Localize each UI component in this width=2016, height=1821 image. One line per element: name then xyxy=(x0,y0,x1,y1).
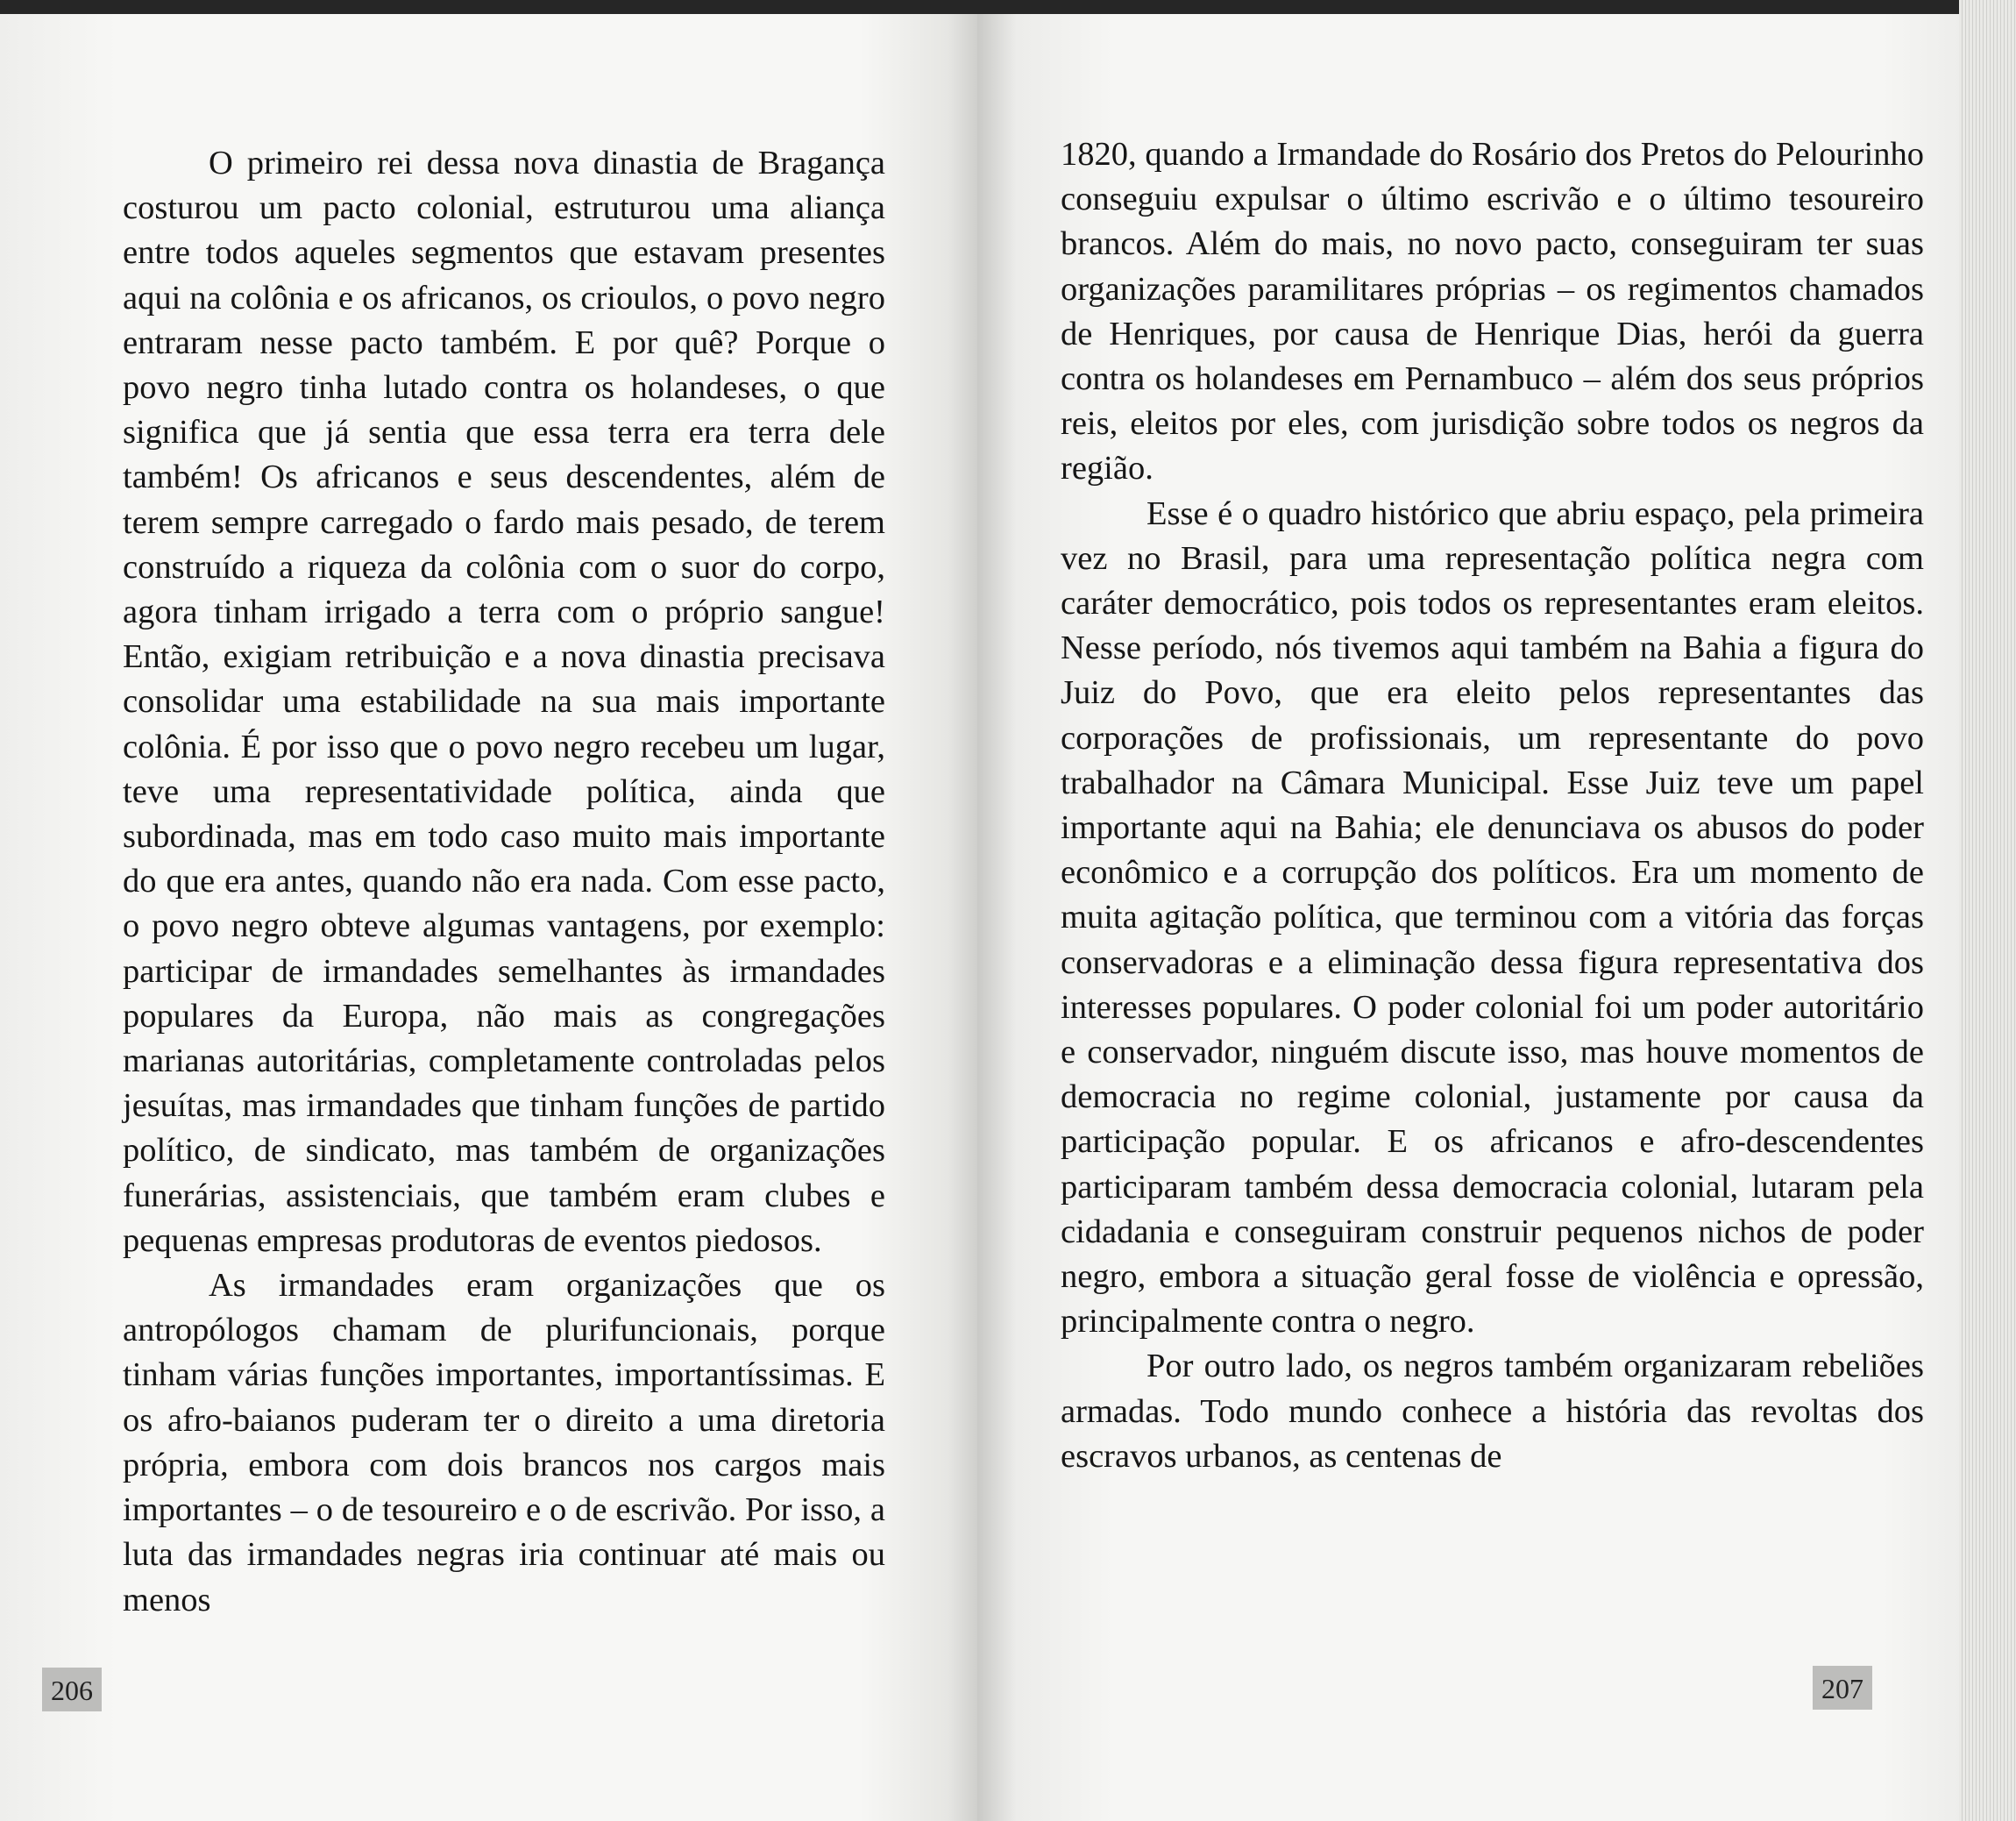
right-page xyxy=(977,14,1959,1821)
left-page-text xyxy=(123,141,885,1623)
left-paragraph-1: O primeiro rei dessa nova dinastia de Bragança costurou um pacto colonial, estruturou uma aliança entre todos aqueles segmentos que estavam presentes aqui na colônia e os africanos, os crioulos, o povo negro entraram nesse pacto também. E por quê? Porque o povo negro tinha lutado contra os holandeses, o que significa que já sentia que essa terra era terra dele também! Os africanos e seus descendentes, além de terem sempre carregado o fardo mais pesado, de terem construído a riqueza da colônia com o suor do corpo, agora tinham irrigado a terra com o próprio sangue! Então, exigiam retribuição e a nova dinastia precisava consolidar uma estabilidade na sua mais importante colônia. É por isso que o povo negro recebeu um lugar, teve uma representatividade política, ainda que subordinada, mas em todo caso muito mais importante do que era antes, quando não era nada. Com esse pacto, o povo negro obteve algumas vantagens, por exemplo: participar de irmandades semelhantes às irmandades populares da Europa, não mais as congregações marianas autoritárias, completamente controladas pelos jesuítas, mas irmandades que tinham funções de partido político, de sindicato, mas também de organizações funerárias, assistenciais, que também eram clubes e pequenas empresas produtoras de eventos piedosos. xyxy=(123,145,885,1259)
left-paragraph-2: As irmandades eram organizações que os antropólogos chamam de plurifuncionais, porque tinham várias funções importantes, importantíssimas. E os afro-baianos puderam ter o direito a uma diretoria própria, embora com dois brancos nos cargos mais importantes – o de tesoureiro e o de escrivão. Por isso, a luta das irmandades negras iria continuar até mais ou menos xyxy=(123,1267,885,1618)
right-paragraph-1: 1820, quando a Irmandade do Rosário dos Pretos do Pelourinho conseguiu expulsar o último escrivão e o último tesoureiro brancos. Além do mais, no novo pacto, conseguiram ter suas organizações paramilitares próprias – os regimentos chamados de Henriques, por causa de Henrique Dias, herói da guerra contra os holandeses em Pernambuco – além dos seus próprios reis, eleitos por eles, com jurisdição sobre todos os negros da região. xyxy=(1061,136,1924,487)
left-page xyxy=(0,14,977,1821)
book-top-edge xyxy=(0,0,1959,14)
right-page-number: 207 xyxy=(1813,1666,1872,1710)
page-block-edges xyxy=(1959,0,2016,1821)
left-page-number: 206 xyxy=(42,1668,102,1711)
right-paragraph-3: Por outro lado, os negros também organizaram rebeliões armadas. Todo mundo conhece a história das revoltas dos escravos urbanos, as centenas de xyxy=(1061,1348,1924,1475)
right-paragraph-2: Esse é o quadro histórico que abriu espaço, pela primeira vez no Brasil, para uma representação política negra com caráter democrático, pois todos os representantes eram eleitos. Nesse período, nós tivemos aqui também na Bahia a figura do Juiz do Povo, que era eleito pelos representantes das corporações de profissionais, um representante do povo trabalhador na Câmara Municipal. Esse Juiz teve um papel importante aqui na Bahia; ele denunciava os abusos do poder econômico e a corrupção dos políticos. Era um momento de muita agitação política, que terminou com a vitória das forças conservadoras e a eliminação dessa figura representativa dos interesses populares. O poder colonial foi um poder autoritário e conservador, ninguém discute isso, mas houve momentos de democracia no regime colonial, justamente por causa da participação popular. E os africanos e afro-descendentes participaram também dessa democracia colonial, lutaram pela cidadania e conseguiram construir pequenos nichos de poder negro, embora a situação geral fosse de violência e opressão, principalmente contra o negro. xyxy=(1061,494,1924,1341)
right-page-text xyxy=(1061,132,1924,1479)
